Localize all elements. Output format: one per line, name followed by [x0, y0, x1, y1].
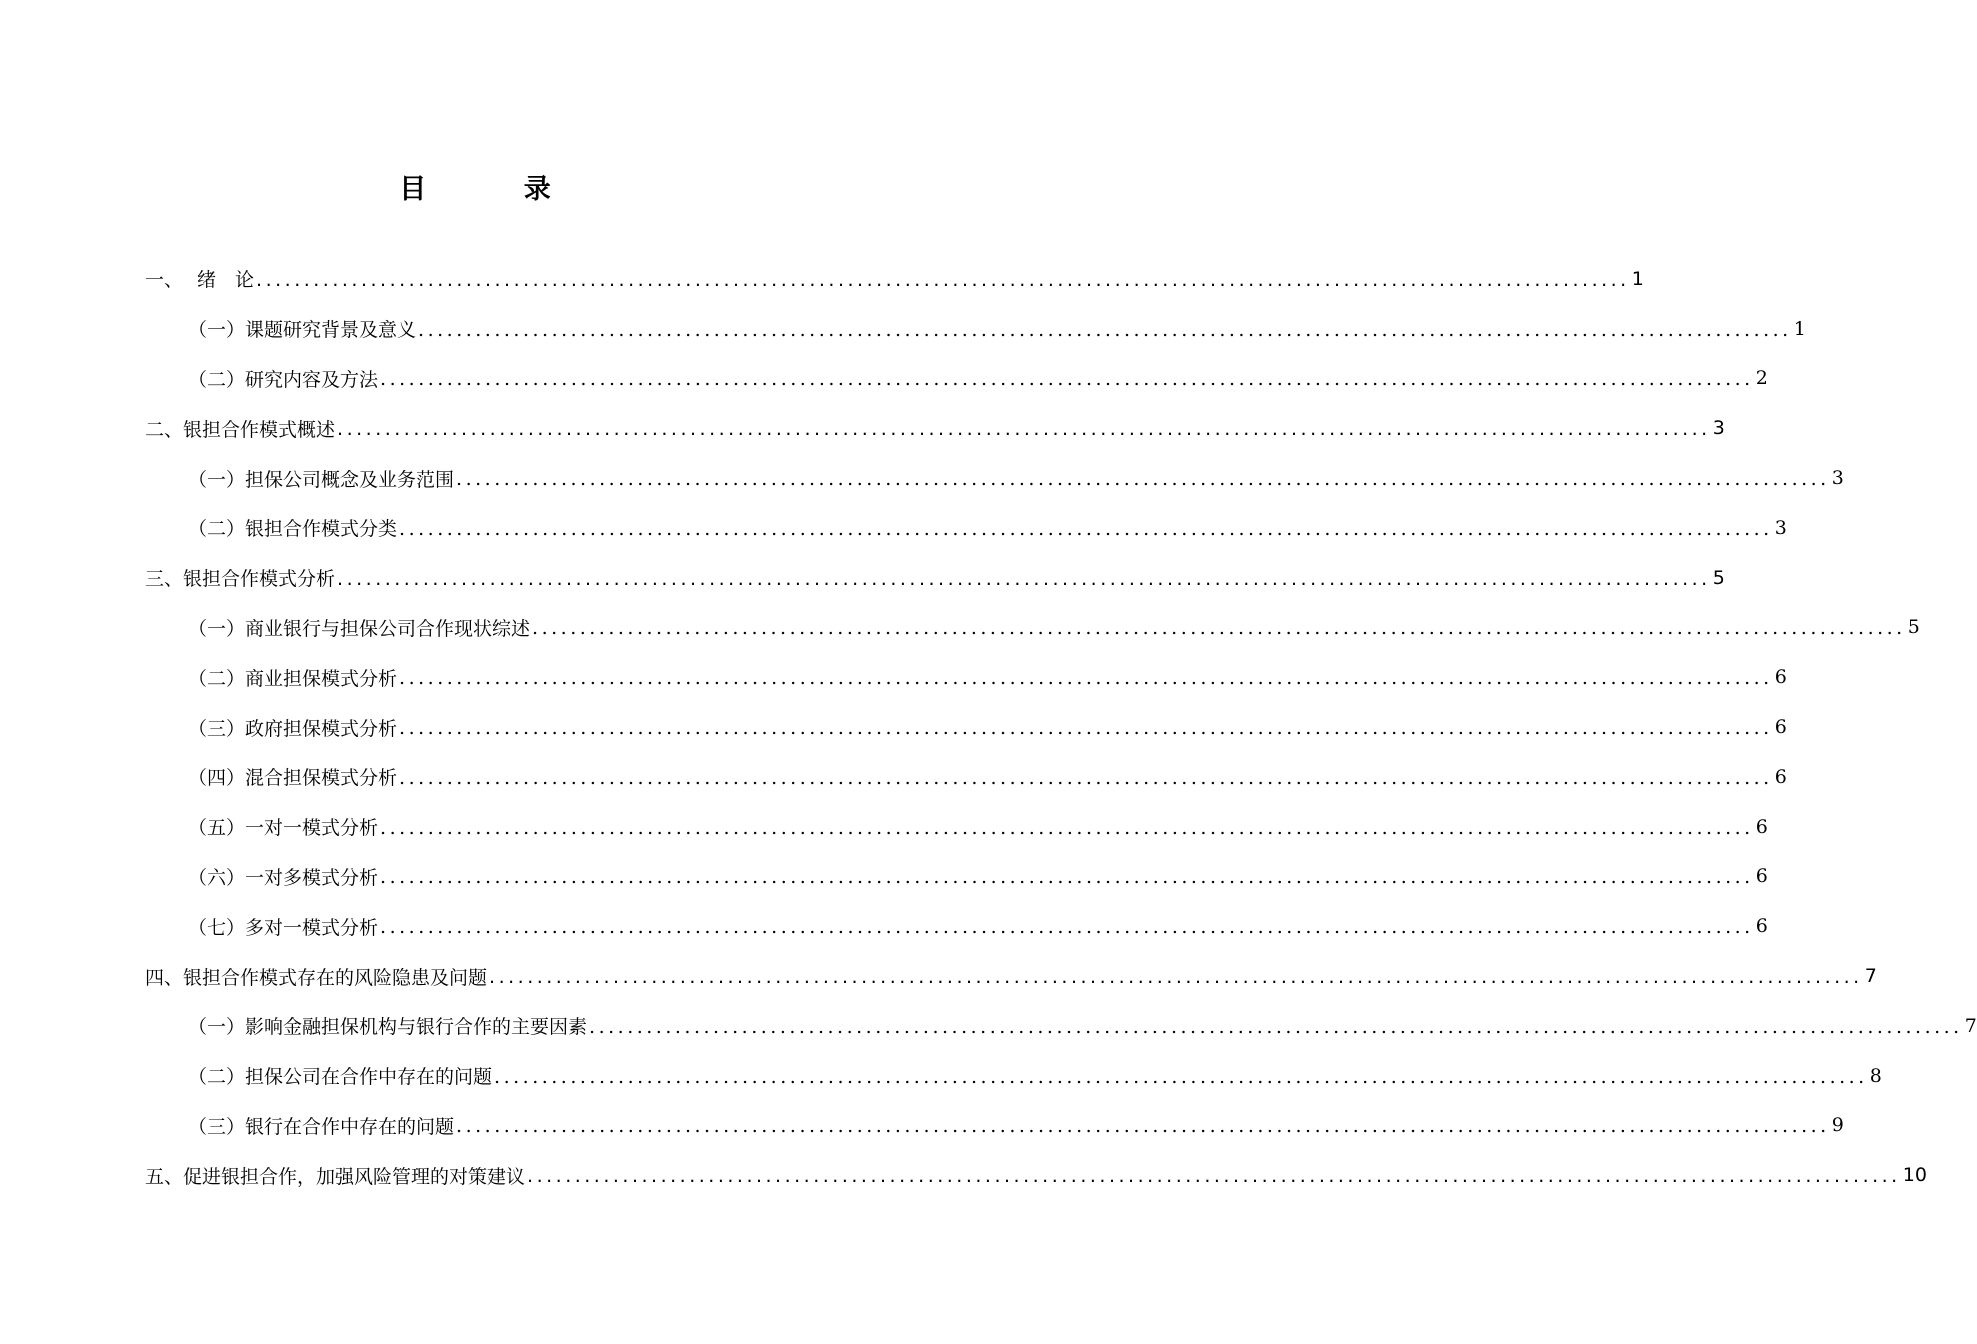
- toc-entry[interactable]: [145, 603, 1920, 653]
- toc-entry-text: [188, 664, 397, 691]
- toc-entry-text: [188, 714, 397, 741]
- toc-entry[interactable]: [145, 702, 1787, 752]
- toc-entry-text: [188, 763, 397, 790]
- toc-entry-prefix: （七）: [188, 916, 246, 939]
- table-of-contents: [145, 254, 1977, 1200]
- toc-page-number: 6: [1755, 915, 1768, 938]
- toc-leader-dots: ................................................................................................................................................: [380, 866, 1754, 889]
- toc-page-number: 6: [1774, 716, 1787, 739]
- toc-entry-prefix: （一）: [188, 1016, 246, 1039]
- toc-leader-dots: ................................................................................................................................................: [456, 1115, 1830, 1138]
- toc-page-number: 1: [1793, 317, 1806, 340]
- toc-entry[interactable]: [145, 1051, 1882, 1101]
- toc-entry[interactable]: [145, 652, 1787, 702]
- toc-entry-label: 银担合作模式概述: [183, 418, 336, 441]
- toc-entry-prefix: 五、: [145, 1165, 184, 1188]
- toc-leader-dots: ................................................................................................................................................: [399, 517, 1773, 540]
- toc-entry-text: [145, 1162, 525, 1189]
- toc-entry-label: 银担合作模式分析: [183, 568, 336, 591]
- toc-entry-prefix: （二）: [188, 1066, 246, 1089]
- toc-entry-text: [188, 315, 416, 342]
- toc-entry-prefix: （一）: [188, 468, 246, 491]
- toc-page-number: 6: [1774, 666, 1787, 689]
- toc-entry[interactable]: [145, 354, 1768, 404]
- toc-page-number: 10: [1902, 1164, 1927, 1187]
- toc-entry[interactable]: [145, 304, 1806, 354]
- toc-entry-label: 混合担保模式分析: [245, 767, 398, 790]
- toc-page-number: 8: [1869, 1064, 1882, 1087]
- toc-entry-label: 绪 论: [197, 269, 255, 292]
- toc-page-number: 6: [1755, 815, 1768, 838]
- toc-entry-text: [188, 465, 454, 492]
- toc-entry-label: 商业担保模式分析: [245, 667, 398, 690]
- toc-entry-prefix: 三、: [145, 568, 184, 591]
- toc-leader-dots: ................................................................................................................................................: [418, 318, 1792, 341]
- toc-entry-prefix: （五）: [188, 817, 246, 840]
- toc-entry-label: 影响金融担保机构与银行合作的主要因素: [245, 1016, 588, 1039]
- toc-entry-label: 商业银行与担保公司合作现状综述: [245, 617, 531, 640]
- toc-entry-label: 银行在合作中存在的问题: [245, 1115, 455, 1138]
- toc-page-number: 7: [1964, 1014, 1977, 1037]
- toc-leader-dots: ................................................................................................................................................: [494, 1065, 1868, 1088]
- toc-entry-prefix: （一）: [188, 319, 246, 342]
- toc-title: 目 录: [399, 174, 595, 205]
- toc-leader-dots: ................................................................................................................................................: [399, 766, 1773, 789]
- toc-entry[interactable]: [145, 951, 1877, 1001]
- toc-leader-dots: ................................................................................................................................................: [456, 468, 1830, 491]
- toc-entry[interactable]: [145, 752, 1787, 802]
- toc-entry-label: 一对一模式分析: [245, 817, 379, 840]
- toc-entry[interactable]: [145, 901, 1768, 951]
- toc-entry-text: [145, 415, 335, 442]
- toc-page-number: 3: [1712, 417, 1725, 440]
- toc-entry-prefix: （六）: [188, 866, 246, 889]
- toc-page-number: 5: [1712, 566, 1725, 589]
- toc-entry[interactable]: [145, 802, 1768, 852]
- toc-entry-text: [188, 514, 397, 541]
- toc-entry-label: 课题研究背景及意义: [245, 319, 417, 342]
- toc-entry[interactable]: [145, 1150, 1927, 1200]
- toc-entry-text: [188, 913, 378, 940]
- toc-entry-text: [188, 863, 378, 890]
- toc-entry-label: 担保公司在合作中存在的问题: [245, 1066, 493, 1089]
- toc-entry[interactable]: [145, 553, 1725, 603]
- toc-page-number: 6: [1774, 765, 1787, 788]
- toc-entry-text: [188, 614, 530, 641]
- toc-entry-text: [145, 265, 254, 292]
- toc-entry-label: 担保公司概念及业务范围: [245, 468, 455, 491]
- toc-entry-prefix: 二、: [145, 418, 184, 441]
- toc-page-number: 2: [1755, 367, 1768, 390]
- toc-page-number: 3: [1774, 516, 1787, 539]
- toc-entry-text: [145, 564, 335, 591]
- toc-entry[interactable]: [145, 503, 1787, 553]
- toc-entry-label: 银担合作模式存在的风险隐患及问题: [183, 966, 488, 989]
- toc-entry[interactable]: [145, 453, 1844, 503]
- toc-entry-label: 多对一模式分析: [245, 916, 379, 939]
- toc-page-number: 5: [1907, 616, 1920, 639]
- toc-entry[interactable]: [145, 403, 1725, 453]
- toc-leader-dots: ................................................................................................................................................: [399, 667, 1773, 690]
- toc-entry-prefix: 四、: [145, 966, 184, 989]
- toc-leader-dots: ................................................................................................................................................: [532, 617, 1906, 640]
- toc-leader-dots: ................................................................................................................................................: [337, 418, 1711, 441]
- toc-entry-label: 政府担保模式分析: [245, 717, 398, 740]
- toc-entry-prefix: （三）: [188, 717, 246, 740]
- toc-leader-dots: ................................................................................................................................................: [589, 1015, 1963, 1038]
- toc-leader-dots: ................................................................................................................................................: [527, 1165, 1901, 1188]
- toc-page-number: 1: [1631, 267, 1644, 290]
- toc-entry-prefix: （三）: [188, 1115, 246, 1138]
- toc-entry-prefix: （二）: [188, 518, 246, 541]
- toc-entry-text: [188, 1112, 454, 1139]
- toc-leader-dots: ................................................................................................................................................: [380, 368, 1754, 391]
- toc-entry-label: 一对多模式分析: [245, 866, 379, 889]
- toc-entry[interactable]: [145, 254, 1644, 304]
- toc-page-number: 3: [1831, 467, 1844, 490]
- toc-page-number: 7: [1864, 965, 1877, 988]
- toc-entry-prefix: （一）: [188, 617, 246, 640]
- toc-entry-label: 研究内容及方法: [245, 368, 379, 391]
- toc-leader-dots: ................................................................................................................................................: [256, 268, 1630, 291]
- toc-leader-dots: ................................................................................................................................................: [337, 567, 1711, 590]
- toc-leader-dots: ................................................................................................................................................: [489, 966, 1863, 989]
- toc-entry-text: [188, 1062, 492, 1089]
- toc-page-number: 6: [1755, 865, 1768, 888]
- toc-entry-text: [145, 963, 487, 990]
- toc-entry-prefix: （二）: [188, 368, 246, 391]
- toc-entry-prefix: 一、: [145, 269, 184, 292]
- toc-entry-prefix: （四）: [188, 767, 246, 790]
- toc-entry[interactable]: [145, 1101, 1844, 1151]
- toc-entry[interactable]: [145, 852, 1768, 902]
- toc-leader-dots: ................................................................................................................................................: [380, 816, 1754, 839]
- toc-entry-label: 促进银担合作，加强风险管理的对策建议: [183, 1165, 526, 1188]
- toc-entry-label: 银担合作模式分类: [245, 518, 398, 541]
- toc-page-number: 9: [1831, 1114, 1844, 1137]
- toc-entry[interactable]: [145, 1001, 1977, 1051]
- toc-entry-text: [188, 365, 378, 392]
- toc-leader-dots: ................................................................................................................................................: [380, 916, 1754, 939]
- toc-leader-dots: ................................................................................................................................................: [399, 717, 1773, 740]
- toc-entry-text: [188, 813, 378, 840]
- toc-entry-prefix: （二）: [188, 667, 246, 690]
- toc-entry-text: [188, 1012, 587, 1039]
